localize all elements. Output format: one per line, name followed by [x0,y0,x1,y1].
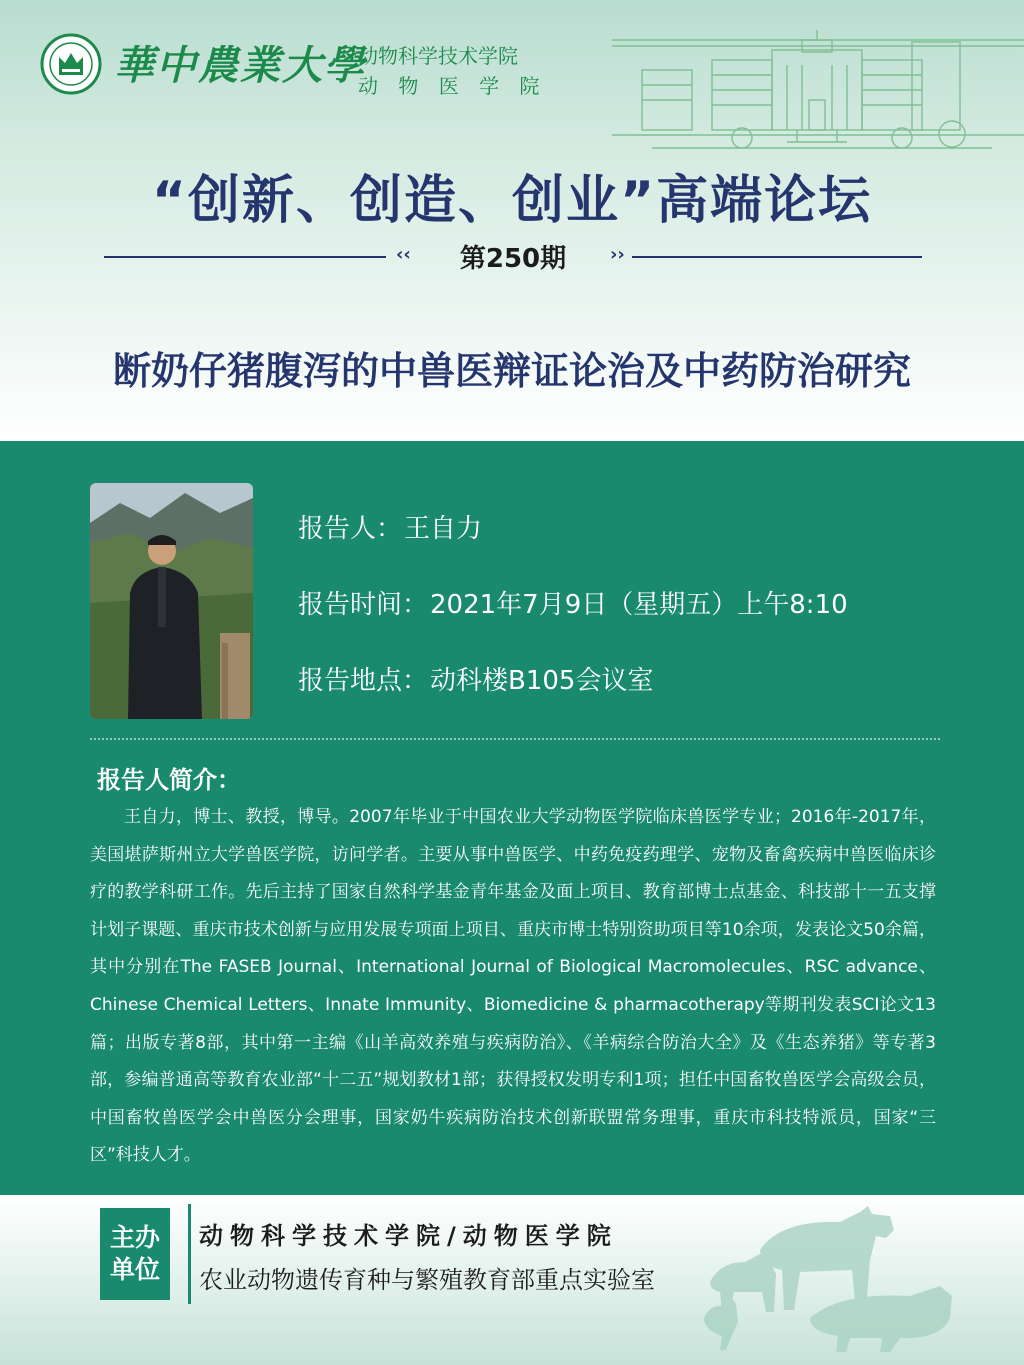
divider-line-right [632,256,922,258]
place-value: 动科楼B105会议室 [430,666,654,696]
speaker-photo [90,483,253,719]
host-org-2: 农业动物遗传育种与繁殖教育部重点实验室 [199,1266,655,1294]
time-value: 2021年7月9日（星期五）上午8:10 [430,590,848,620]
divider-line-left [104,256,386,258]
section-divider [90,738,940,740]
intro-heading: 报告人简介： [97,766,241,794]
place-row [298,660,653,697]
reporter-row [298,508,482,545]
issue-number: 第250期 [459,244,567,274]
time-label: 报告时间： [298,590,429,620]
livestock-silhouette-icon [690,1200,1024,1365]
host-label-line2: 单位 [109,1255,160,1284]
host-label-line1: 主办 [109,1223,160,1252]
talk-title: 断奶仔猪腹泻的中兽医辩证论治及中药防治研究 [112,349,911,393]
chevron-left-icon: ‹‹ [396,244,411,265]
college-name-line2: 动 物 医 学 院 [358,74,547,98]
reporter-value: 王自力 [404,514,483,544]
speaker-bio: 王自力，博士、教授，博导。2007年毕业于中国农业大学动物医学院临床兽医学专业；2016年-2017年，美国堪萨斯州立大学兽医学院，访问学者。主要从事中兽医学、中药免疫药理学、宠物及畜禽疾病中兽医临床诊疗的教学科研工作。先后主持了国家自然科学基金青年基金及面上项目、教育部博士点基金、科技部十一五支撑计划子课题、重庆市技术创新与应用发展专项面上项目、重庆市博士特别资助项目等10余项，发表论文50余篇，其中分别在The FASEB Journal、International Journal of Biological Macromolecules、RSC advance、Chinese Chemical Letters、Innate Immunity、Biomedicine & pharmacotherapy等期刊发表SCI论文13篇；出版专著8部，其中第一主编《山羊高效养殖与疾病防治》、《羊病综合防治大全》及《生态养猪》等专著3部，参编普通高等教育农业部“十二五”规划教材1部；获得授权发明专利1项；担任中国畜牧兽医学会高级会员，中国畜牧兽医学会中兽医分会理事，国家奶牛疾病防治技术创新联盟常务理事，重庆市科技特派员，国家“三区”科技人才。 [90,807,936,1166]
host-accent-line [188,1204,191,1304]
college-name-line1: 动物科学技术学院 [358,44,518,68]
university-name: 華中農業大學 [114,42,366,89]
host-org-1: 动物科学技术学院/动物医学院 [199,1222,618,1250]
host-label [100,1208,170,1300]
forum-title: “创新、创造、创业”高端论坛 [151,171,873,231]
university-seal-icon [40,33,102,95]
chevron-right-icon: ›› [610,244,625,265]
place-label: 报告地点： [298,666,429,696]
time-row [298,584,848,621]
reporter-label: 报告人： [298,514,403,544]
campus-building-icon [612,30,1024,160]
issue-divider [104,236,922,276]
